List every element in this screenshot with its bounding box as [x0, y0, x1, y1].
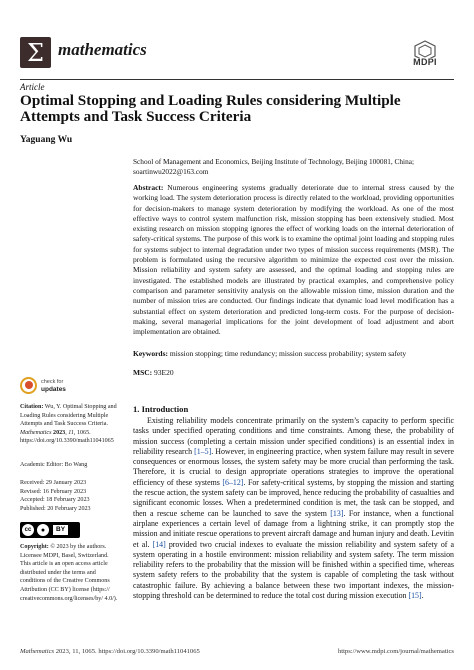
abstract [133, 183, 454, 337]
author-name: Yaguang Wu [20, 135, 73, 145]
cc-icon: cc [22, 524, 34, 536]
journal-name: mathematics [58, 40, 147, 59]
received-date: Received: 29 January 2023 [20, 480, 87, 486]
citation-link[interactable]: [1–5] [194, 446, 212, 456]
accepted-date: Accepted: 18 February 2023 [20, 497, 90, 504]
keywords-text: mission stopping; time redundancy; mission success probability; system safety [169, 349, 407, 358]
citation-link[interactable]: [13] [330, 508, 344, 518]
academic-editor: Academic Editor: Bo Wang [20, 462, 88, 468]
cc-by-label: BY [53, 525, 68, 535]
footer-journal-url[interactable]: https://www.mdpi.com/journal/mathematics [337, 648, 454, 655]
citation-link[interactable]: [14] [152, 539, 166, 549]
article-type: Article [20, 82, 45, 92]
mdpi-emblem-icon [404, 40, 446, 58]
affiliation [133, 157, 453, 176]
sigma-icon: Σ [27, 38, 44, 67]
citation-block: Citation: Wu, Y. Optimal Stopping and Loading Rules considering Multiple Attempts and Task Success Criteria. Mathematics 2023, 11, 1065. https://doi.org/10.3390/math11041065 [20, 404, 117, 445]
cc-license-badge[interactable] [20, 522, 80, 538]
article-dates [20, 479, 120, 513]
header-rule [20, 79, 454, 80]
article-title: Optimal Stopping and Loading Rules considering Multiple Attempts and Task Success Criteria [20, 92, 401, 125]
check-for-updates-badge[interactable]: check for updates [20, 377, 80, 399]
abstract-label: Abstract: [133, 183, 164, 192]
msc-label: MSC: [133, 368, 153, 377]
footer-citation: Mathematics 2023, 11, 1065. https://doi.org/10.3390/math11041065 [20, 648, 200, 655]
msc-text: 93E20 [154, 368, 174, 377]
published-date: Published: 20 February 2023 [20, 505, 91, 512]
citation-link[interactable]: [6–12] [222, 477, 244, 487]
mdpi-logo [404, 40, 446, 70]
journal-logo [20, 37, 51, 68]
copyright-block: Copyright: © 2023 by the authors. Licensee MDPI, Basel, Switzerland. This article is an open access article distributed under the terms and conditions of the Creative Commons Attribution (CC BY) license (https:// creativecommons.org/licenses/by/ 4.0/). [20, 544, 118, 602]
msc [133, 368, 454, 378]
check-updates-icon [20, 377, 37, 394]
mdpi-wordmark: MDPI [413, 57, 437, 67]
abstract-text: Numerous engineering systems gradually deteriorate due to internal stress caused by the working load. The system deterioration process is directly related to the workload, providing opportunities for decision-makers to manage system deterioration by modifying the workload. As one of the most effective ways to control system malfunction risk, mission stopping has been extensively studied. Most existing research on mission stopping ignores the effect of working loads on the internal deterioration of safety-critical systems. The purpose of this work is to examine the optimal joint loading and stopping rules for systems subject to internal degradation under two types of mission success requirements (MSR). The problem is formulated using the recursive algorithm to minimize the expected cost over the mission. Mission reliability and system safety are assessed, and the optimal loading and stopping rules are investigated. The established models are illustrated by practical examples, and comprehensive policy comparison and parameter sensitivity analysis on the allowable mission time, mission duration and the number of mission tries are conducted. Our findings indicate that dynamic load level modification has a substantial effect on system deterioration and predicted long-term costs. For the purpose of decision-making, several managerial implications for the joint development of load adjustment and abort implementation are obtained. [133, 183, 454, 337]
copyright-label: Copyright: [20, 544, 49, 550]
citation-doi[interactable]: , 1065. https://doi.org/10.3390/math11041065 [20, 429, 114, 445]
section-heading: 1. Introduction [133, 404, 189, 414]
citation-link[interactable]: [15] [408, 591, 422, 601]
person-icon: ● [37, 524, 49, 536]
intro-paragraph: Existing reliability models concentrate primarily on the system’s capacity to perform specific tasks under specified operating conditions and time constraints. Among these, the probability of mission success (completing a certain mission under specified conditions) is an essential index in reliability research [1–5]. However, in engineering practice, when system failure may result in severe consequences or enormous losses, the system safety may be more crucial than performing the task. Therefore, it is crucial to design appropriate operations strategies to improve the operational efficiency of these systems [6–12]. For safety-critical systems, by stopping the mission and starting the rescue action, the system safety can be improved, hence reducing the probability of casualties and significant economic losses. When a predetermined condition is met, the task can be stopped, and then a rescue scheme can be launched to save the system [13]. For instance, when a functional airplane experiences a certain level of damage from a lightning strike, it can promptly stop the mission and initiate rescue operations to prevent aircraft damage and human injury and death. Levitin et al. [14] provided two crucial indexes to evaluate the mission reliability and system safety of a system operating in a hostile environment: mission reliability and system safety. The term mission reliability refers to the probability that the mission will be finished within a specified time, whereas system safety refers to the probability that the system is capable of completing the task without catastrophic failure. By achieving a balance between these two important indexes, the mission-stopping threshold can be determined to reduce the total cost during mission execution [15]. [133, 416, 455, 601]
citation-label: Citation: [20, 404, 44, 410]
affiliation-line: School of Management and Economics, Beijing Institute of Technology, Beijing 100081, China; [133, 157, 414, 166]
introduction-body [133, 416, 454, 601]
revised-date: Revised: 16 February 2023 [20, 488, 87, 495]
keywords [133, 349, 454, 359]
author-email[interactable]: soartinwu2022@163.com [133, 166, 209, 176]
keywords-label: Keywords: [133, 349, 168, 358]
